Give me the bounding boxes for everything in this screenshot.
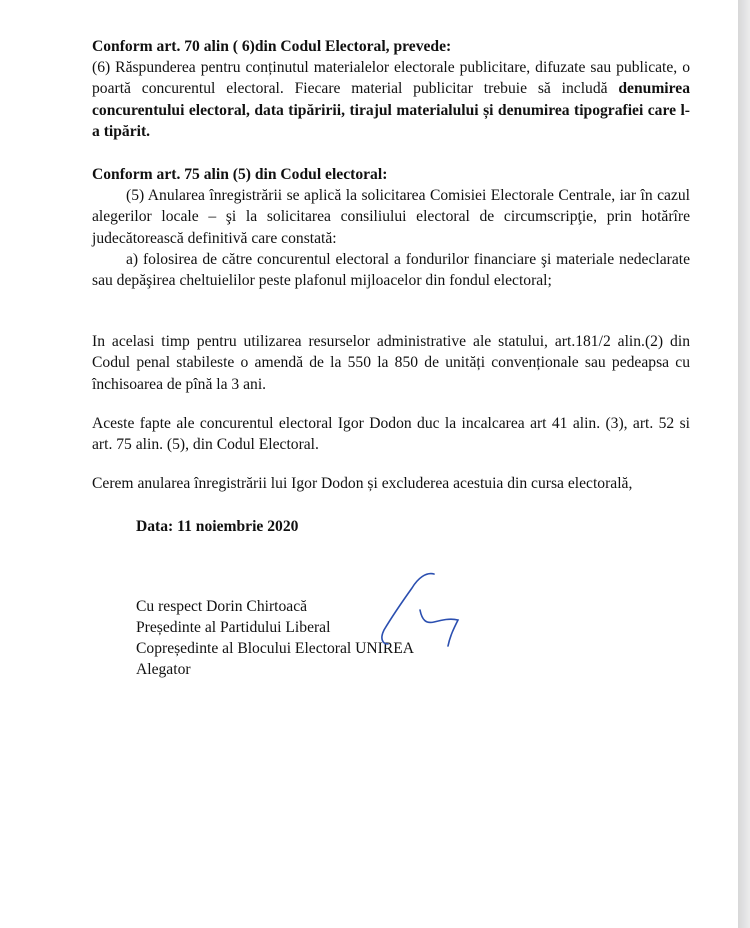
penal-paragraph: In acelasi timp pentru utilizarea resurselor administrative ale statului, art.181/2 alin.(2) din Codul penal stabileste o amendă de la 550 la 850 de unități convenționale sau pedeapsa cu închisoarea de pînă la 3 ani.: [92, 333, 690, 393]
art75-heading: Conform art. 75 alin (5) din Codul electoral:: [92, 166, 388, 184]
facts-paragraph: Aceste fapte ale concurentul electoral Igor Dodon duc la incalcarea art 41 alin. (3), art. 52 si art. 75 alin. (5), din Codul Electoral.: [92, 414, 690, 454]
art75-item-a: a) folosirea de către concurentul electoral a fondurilor financiare şi materiale nedeclarate sau depăşirea cheltuielilor peste plafonul mijloacelor din fondul electoral;: [92, 250, 690, 290]
page-edge-shadow: [738, 0, 750, 928]
document-date: Data: 11 noiembrie 2020: [136, 518, 299, 536]
art70-heading: Conform art. 70 alin ( 6)din Codul Electoral, prevede:: [92, 38, 452, 55]
signoff-line-3: Copreședinte al Blocului Electoral UNIREA: [136, 640, 415, 658]
art70-text-bold: denumirea concurentului electoral, data tipăririi, tirajul materialului și denumirea tipografiei care l-a tipărit.: [92, 80, 690, 140]
art70-text: (6) Răspunderea pentru conținutul materialelor electorale publicitare, difuzate sau publicate, o poartă concurentul electoral. Fiecare material publicitar trebuie să includă: [92, 59, 690, 98]
handwritten-signature: [372, 562, 472, 662]
signoff-line-4: Alegator: [136, 661, 191, 679]
signoff-line-2: Președinte al Partidului Liberal: [136, 618, 331, 636]
request-paragraph: Cerem anularea înregistrării lui Igor Dodon și excluderea acestuia din cursa electorală,: [92, 475, 633, 493]
art75-paragraph-5: (5) Anularea înregistrării se aplică la solicitarea Comisiei Electorale Centrale, iar în cazul alegerilor locale – şi la solicitarea consiliului electoral de circumscripţie, prin hotărîre judecătorească definitivă care constată:: [92, 187, 690, 247]
art70-paragraph: [92, 57, 690, 142]
signoff-line-1: Cu respect Dorin Chirtoacă: [136, 597, 308, 615]
